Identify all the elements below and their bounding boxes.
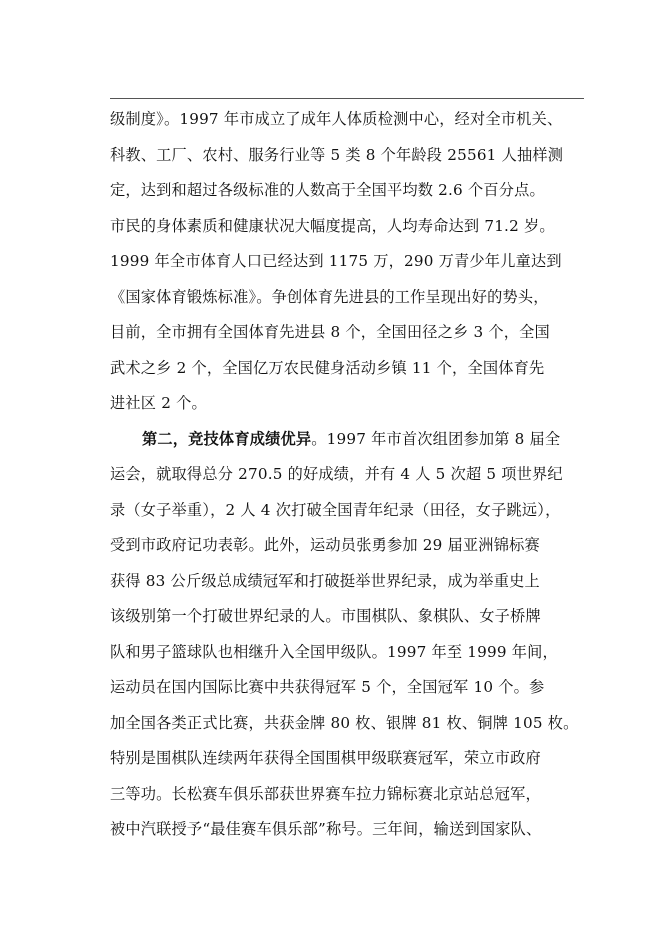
text-line: 定，达到和超过各级标准的人数高于全国平均数 2.6 个百分点。: [110, 181, 545, 199]
text-line: 市民的身体素质和健康状况大幅度提高，人均寿命达到 71.2 岁。: [110, 216, 555, 235]
paragraph-2-first-line: [110, 422, 590, 458]
paragraph-2: [110, 422, 590, 848]
text-line: 该级别第一个打破世界纪录的人。市围棋队、象棋队、女子桥牌: [110, 607, 541, 625]
text-line: 级制度》。1997 年市成立了成年人体质检测中心，经对全市机关、: [110, 110, 563, 128]
text-line: 运会，就取得总分 270.5 的好成绩，并有 4 人 5 次超 5 项世界纪: [110, 465, 563, 483]
text-line: 科教、工厂、农村、服务行业等 5 类 8 个年龄段 25561 人抽样测: [110, 145, 564, 164]
text-line: 《国家体育锻炼标准》。争创体育先进县的工作呈现出好的势头，: [110, 287, 549, 306]
text-line: 特别是围棋队连续两年获得全国围棋甲级联赛冠军，荣立市政府: [110, 749, 541, 767]
text-line: 队和男子篮球队也相继升入全国甲级队。1997 年至 1999 年间，: [110, 642, 558, 661]
text-line: 录（女子举重），2 人 4 次打破全国青年纪录（田径，女子跳远），: [110, 500, 561, 519]
document-body: [110, 102, 590, 848]
text-line: 运动员在国内国际比赛中共获得冠军 5 个，全国冠军 10 个。参: [110, 678, 545, 696]
text-line: 加全国各类正式比赛，共获金牌 80 枚、银牌 81 枚、铜牌 105 枚。: [110, 713, 579, 732]
paragraph-1: [110, 102, 590, 422]
text-line: 获得 83 公斤级总成绩冠军和打破挺举世界纪录，成为举重史上: [110, 571, 540, 590]
text-line: 三等功。长松赛车俱乐部获世界赛车拉力锦标赛北京站总冠军，: [110, 784, 541, 803]
text-line: 1999 年全市体育人口已经达到 1175 万，290 万青少年儿童达到: [110, 252, 562, 270]
text-line: 受到市政府记功表彰。此外，运动员张勇参加 29 届亚洲锦标赛: [110, 536, 540, 554]
header-rule: [110, 98, 584, 99]
text-line: 武术之乡 2 个，全国亿万农民健身活动乡镇 11 个，全国体育先: [110, 358, 545, 377]
text-line: 进社区 2 个。: [110, 394, 207, 412]
section-heading: 第二，竞技体育成绩优异: [142, 429, 312, 448]
text-line: 被中汽联授予“最佳赛车俱乐部”称号。三年间，输送到国家队、: [110, 820, 542, 838]
text-span: 。1997 年市首次组团参加第 8 届全: [311, 429, 561, 448]
text-line: 目前，全市拥有全国体育先进县 8 个，全国田径之乡 3 个，全国: [110, 323, 550, 341]
